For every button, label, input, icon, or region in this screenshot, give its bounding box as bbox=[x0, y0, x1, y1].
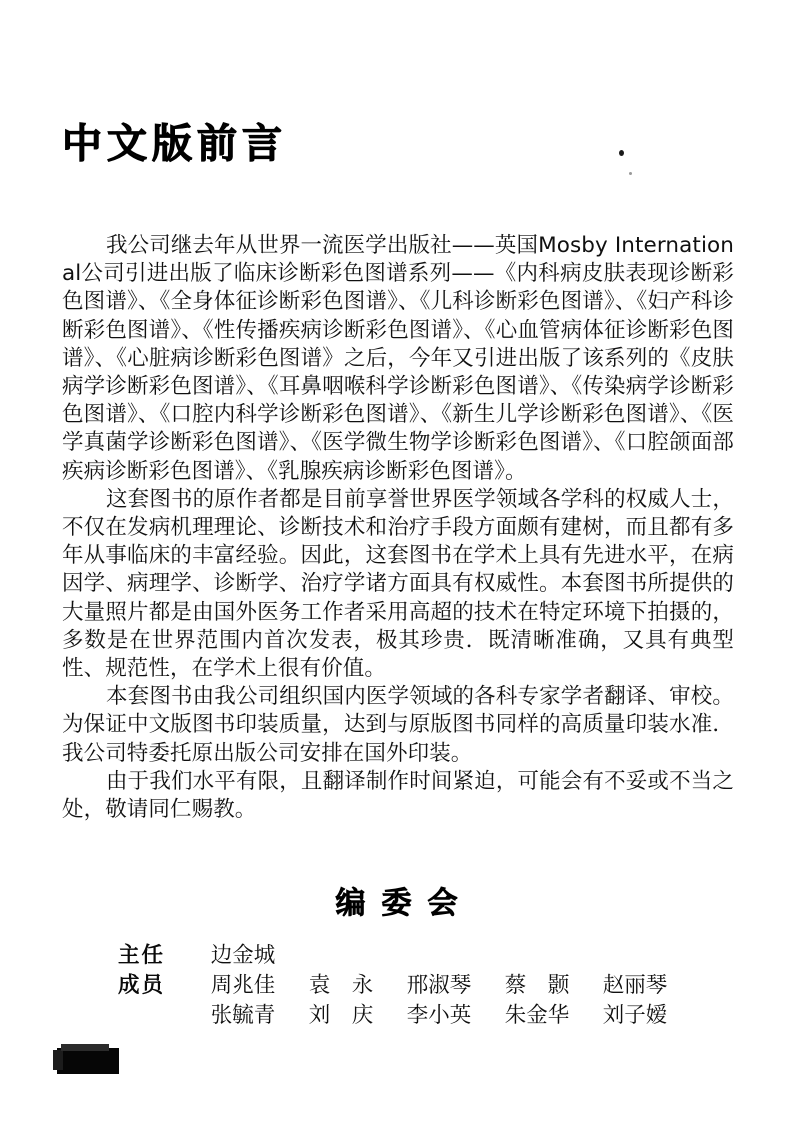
board-name-group bbox=[194, 938, 718, 969]
editorial-board-list bbox=[118, 938, 718, 1028]
board-member-name: 张毓青 bbox=[210, 1003, 276, 1028]
paragraph: 我公司继去年从世界一流医学出版社——英国Mosby International公司引进出版了临床诊断彩色图谱系列——《内科病皮肤表现诊断彩色图谱》、《全身体征诊断彩色图谱》、《儿科诊断彩色图谱》、《妇产科诊断彩色图谱》、《性传播疾病诊断彩色图谱》、《心血管病体征诊断彩色图谱》、《心脏病诊断彩色图谱》之后，今年又引进出版了该系列的《皮肤病学诊断彩色图谱》、《耳鼻咽喉科学诊断彩色图谱》、《传染病学诊断彩色图谱》、《口腔内科学诊断彩色图谱》、《新生儿学诊断彩色图谱》、《医学真菌学诊断彩色图谱》、《医学微生物学诊断彩色图谱》、《口腔颌面部疾病诊断彩色图谱》、《乳腺疾病诊断彩色图谱》。 bbox=[62, 233, 734, 484]
board-row bbox=[118, 968, 718, 998]
board-member-name: 蔡 颢 bbox=[504, 973, 570, 998]
scan-speck-icon bbox=[619, 150, 624, 156]
board-role-label: 成员 bbox=[118, 973, 166, 998]
paragraph: 这套图书的原作者都是目前享誉世界医学领域各学科的权威人士，不仅在发病机理理论、诊断技术和治疗手段方面颇有建树，而且都有多年从事临床的丰富经验。因此，这套图书在学术上具有先进水平，在病因学、病理学、诊断学、治疗学诸方面具有权威性。本套图书所提供的大量照片都是由国外医务工作者采用高超的技术在特定环境下拍摄的，多数是在世界范围内首次发表，极其珍贵．既清晰准确，又具有典型性、规范性，在学术上很有价值。 bbox=[62, 486, 734, 682]
board-member-name: 朱金华 bbox=[504, 1003, 570, 1028]
board-row bbox=[118, 998, 718, 1028]
paragraph: 由于我们水平有限，且翻译制作时间紧迫，可能会有不妥或不当之处，敬请同仁赐教。 bbox=[62, 768, 734, 823]
preface-body bbox=[62, 232, 734, 824]
board-role-label: 主任 bbox=[118, 943, 166, 968]
page-title: 中文版前言 bbox=[62, 120, 287, 167]
board-member-name: 刘子嫒 bbox=[602, 1003, 668, 1028]
board-name-group bbox=[194, 968, 718, 999]
board-row bbox=[118, 938, 718, 968]
board-member-name: 李小英 bbox=[406, 1003, 472, 1028]
board-member-name: 袁 永 bbox=[308, 973, 374, 998]
scan-speck-icon bbox=[629, 172, 632, 175]
title-block bbox=[62, 122, 462, 166]
board-member-name: 赵丽琴 bbox=[602, 973, 668, 998]
editorial-board-heading bbox=[0, 878, 793, 922]
ink-blot-artifact bbox=[57, 1048, 119, 1074]
board-member-name: 刘 庆 bbox=[308, 1003, 374, 1028]
board-member-name: 周兆佳 bbox=[210, 973, 276, 998]
board-name-group bbox=[194, 998, 718, 1029]
board-member-name: 边金城 bbox=[210, 943, 276, 968]
paragraph: 本套图书由我公司组织国内医学领域的各科专家学者翻译、审校。为保证中文版图书印装质量，达到与原版图书同样的高质量印装水准．我公司特委托原出版公司安排在国外印装。 bbox=[62, 684, 734, 766]
board-member-name: 邢淑琴 bbox=[406, 973, 472, 998]
editorial-board-heading-label: 编委会 bbox=[335, 886, 474, 921]
